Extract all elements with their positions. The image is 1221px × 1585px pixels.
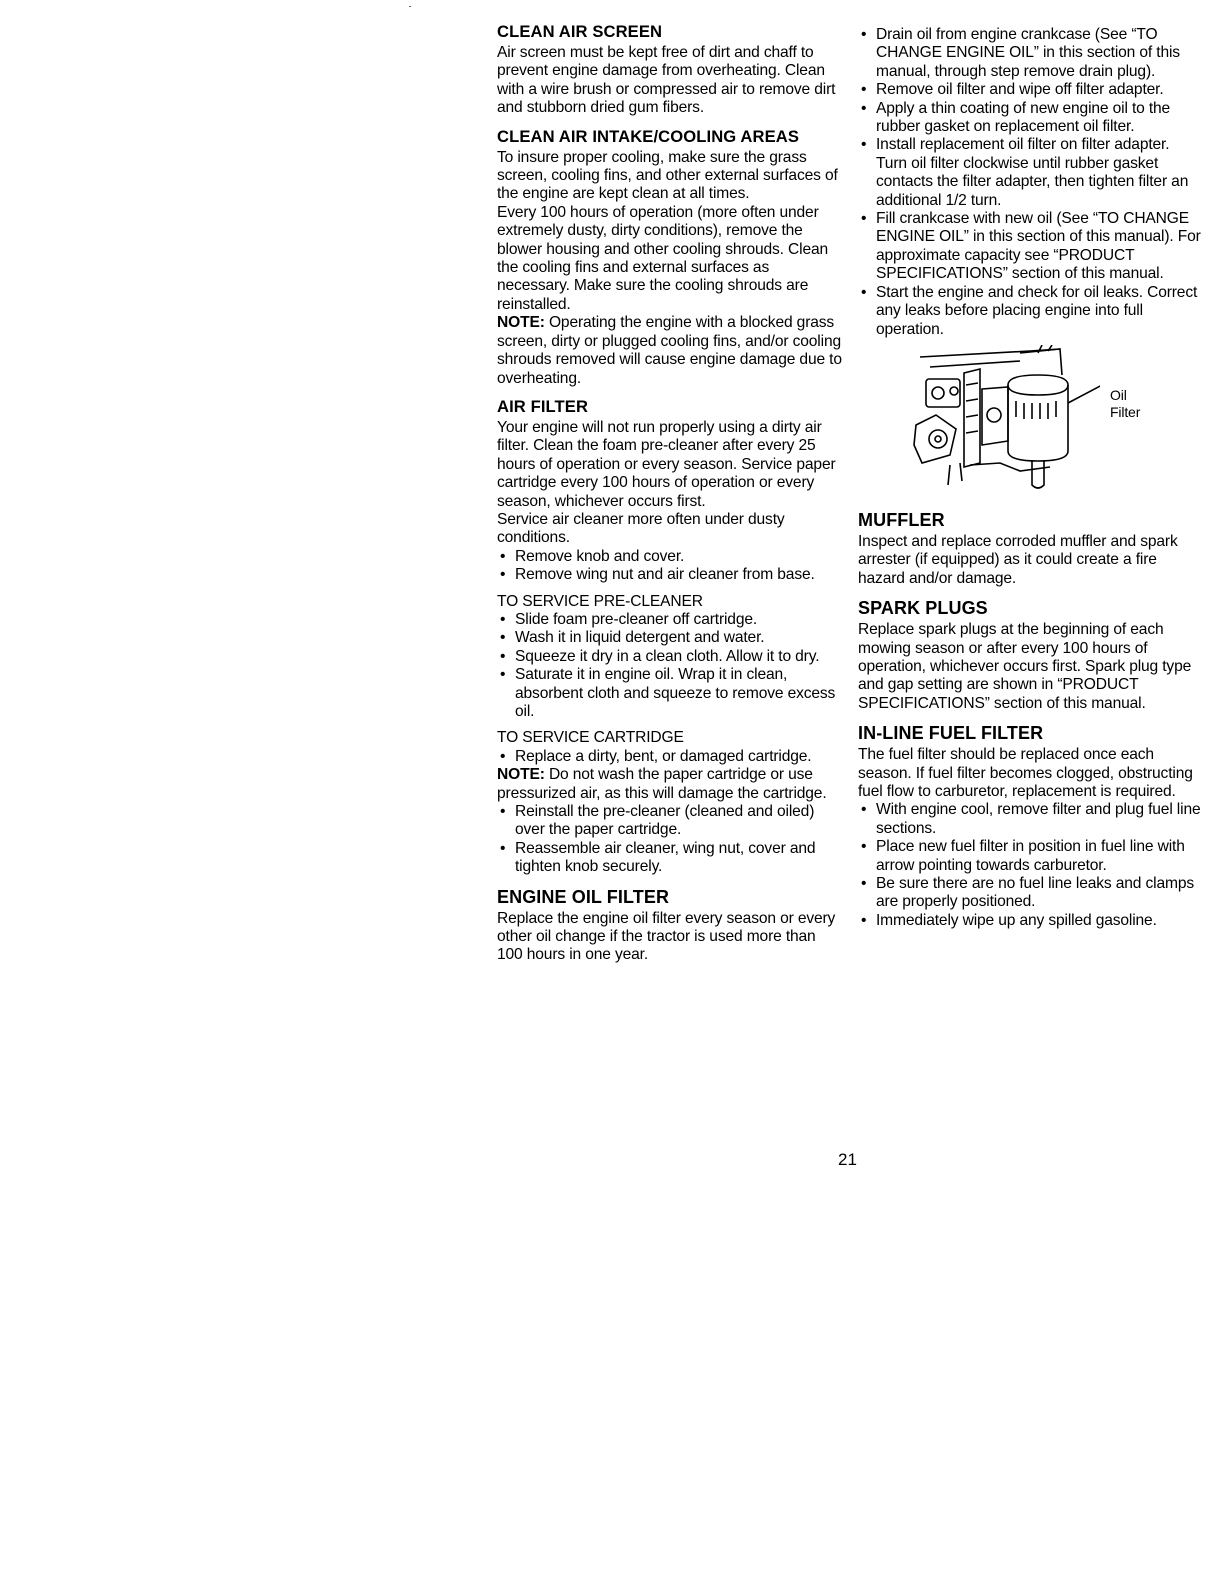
air-intake-paragraph-1: To insure proper cooling, make sure the grass screen, cooling fins, and other external surfaces of the engine are kept clean at all times.: [497, 148, 838, 203]
list-item: • Saturate it in engine oil. Wrap it in clean, absorbent cloth and squeeze to remove excess oil.: [497, 666, 842, 721]
list-item: • Be sure there are no fuel line leaks and clamps are properly positioned.: [858, 875, 1203, 912]
list-item: • Replace a dirty, bent, or damaged cartridge.: [497, 748, 842, 766]
cartridge-note: [497, 766, 842, 803]
air-intake-note: [497, 314, 842, 388]
section-fuel-filter: [858, 722, 1203, 930]
list-item: • Install replacement oil filter on filter adapter. Turn oil filter clockwise until rubber gasket contacts the filter adapter, then tighten filter an additional 1/2 turn.: [858, 136, 1203, 210]
heading-muffler: MUFFLER: [858, 509, 945, 530]
note-label: NOTE:: [497, 766, 545, 784]
heading-engine-oil-filter: ENGINE OIL FILTER: [497, 886, 670, 907]
clean-air-screen-text: Air screen must be kept free of dirt and chaff to prevent engine damage from overheating. Clean with a wire brush or compressed air to remove dirt and stubborn dried gum fibers.: [497, 44, 836, 117]
note-text: Do not wash the paper cartridge or use pressurized air, as this will damage the cartridge.: [497, 766, 827, 802]
list-item: • Remove wing nut and air cleaner from base.: [497, 566, 842, 584]
right-column: [858, 26, 1203, 939]
list-item: • Squeeze it dry in a clean cloth. Allow it to dry.: [497, 648, 842, 666]
list-item: • Wash it in liquid detergent and water.: [497, 629, 842, 647]
engine-oil-filter-text: Replace the engine oil filter every season or every other oil change if the tractor is used more than 100 hours in one year.: [497, 909, 836, 964]
cartridge-title: TO SERVICE CARTRIDGE: [497, 729, 684, 747]
list-item: • Start the engine and check for oil leaks. Correct any leaks before placing engine into full operation.: [858, 284, 1203, 339]
note-text: Operating the engine with a blocked grass screen, dirty or plugged cooling fins, and/or cooling shrouds removed will cause engine damage due to overheating.: [497, 314, 842, 387]
figure-label: [1110, 387, 1140, 421]
list-item: • Remove oil filter and wipe off filter adapter.: [858, 81, 1203, 99]
heading-spark-plugs: SPARK PLUGS: [858, 598, 988, 619]
section-air-filter: [497, 397, 842, 877]
air-filter-steps: [497, 548, 842, 585]
reassemble-steps: [497, 803, 842, 877]
cartridge-steps: [497, 748, 842, 766]
section-muffler: [858, 509, 1203, 588]
fuel-filter-steps: [858, 801, 1203, 930]
pre-cleaner-steps: [497, 611, 842, 721]
scan-mark: [409, 6, 411, 7]
list-item: • Immediately wipe up any spilled gasoline.: [858, 912, 1203, 930]
figure-label-filter: Filter: [1110, 403, 1141, 420]
section-air-intake: [497, 127, 842, 388]
list-item: • With engine cool, remove filter and plug fuel line sections.: [858, 801, 1203, 838]
oil-filter-steps: [858, 26, 1203, 339]
list-item: • Drain oil from engine crankcase (See “TO CHANGE ENGINE OIL” in this section of this manual, through step remove drain plug).: [858, 26, 1203, 81]
list-item: • Reinstall the pre-cleaner (cleaned and oiled) over the paper cartridge.: [497, 803, 842, 840]
list-item: • Remove knob and cover.: [497, 548, 842, 566]
heading-air-intake: CLEAN AIR INTAKE/COOLING AREAS: [497, 126, 799, 146]
oil-filter-figure: [858, 345, 1203, 505]
list-item: • Fill crankcase with new oil (See “TO CHANGE ENGINE OIL” in this section of this manual). For approximate capacity see “PRODUCT SPECIFICATIONS” section of this manual.: [858, 210, 1203, 284]
list-item: • Slide foam pre-cleaner off cartridge.: [497, 611, 842, 629]
page-number: 21: [838, 1150, 857, 1169]
oil-filter-illustration: [910, 345, 1100, 495]
left-column: [497, 22, 842, 974]
list-item: • Apply a thin coating of new engine oil to the rubber gasket on replacement oil filter.: [858, 100, 1203, 137]
air-filter-paragraph-2: Service air cleaner more often under dusty conditions.: [497, 510, 785, 547]
section-spark-plugs: [858, 597, 1203, 713]
section-engine-oil-filter: [497, 886, 842, 965]
pre-cleaner-title: TO SERVICE PRE-CLEANER: [497, 592, 703, 610]
figure-label-oil: Oil: [1110, 386, 1127, 403]
air-intake-paragraph-2: Every 100 hours of operation (more often under extremely dusty, dirty conditions), remove the blower housing and other cooling shrouds. Clean the cooling fins and external surfaces as necessary. Make sure the cooling shrouds are reinstalled.: [497, 203, 829, 313]
air-filter-paragraph-1: Your engine will not run properly using a dirty air filter. Clean the foam pre-cleaner after every 25 hours of operation or every season. Service paper cartridge every 100 hours of operation or every season, whichever occurs first.: [497, 418, 836, 510]
fuel-filter-text: The fuel filter should be replaced once each season. If fuel filter becomes clogged, obstructing fuel flow to carburetor, replacement is required.: [858, 746, 1193, 800]
section-clean-air-screen: [497, 22, 842, 118]
list-item: • Reassemble air cleaner, wing nut, cover and tighten knob securely.: [497, 840, 842, 877]
note-label: NOTE:: [497, 314, 545, 332]
heading-air-filter: AIR FILTER: [497, 396, 589, 416]
heading-clean-air-screen: CLEAN AIR SCREEN: [497, 22, 663, 41]
spark-plugs-text: Replace spark plugs at the beginning of each mowing season or after every 100 hours of operation, whichever occurs first. Spark plug type and gap setting are shown in “PRODUCT SPECIFICATIONS” section of this manual.: [858, 621, 1192, 712]
list-item: • Place new fuel filter in position in fuel line with arrow pointing towards carburetor.: [858, 838, 1203, 875]
heading-fuel-filter: IN-LINE FUEL FILTER: [858, 723, 1044, 744]
muffler-text: Inspect and replace corroded muffler and spark arrester (if equipped) as it could create a fire hazard and/or damage.: [858, 532, 1178, 587]
